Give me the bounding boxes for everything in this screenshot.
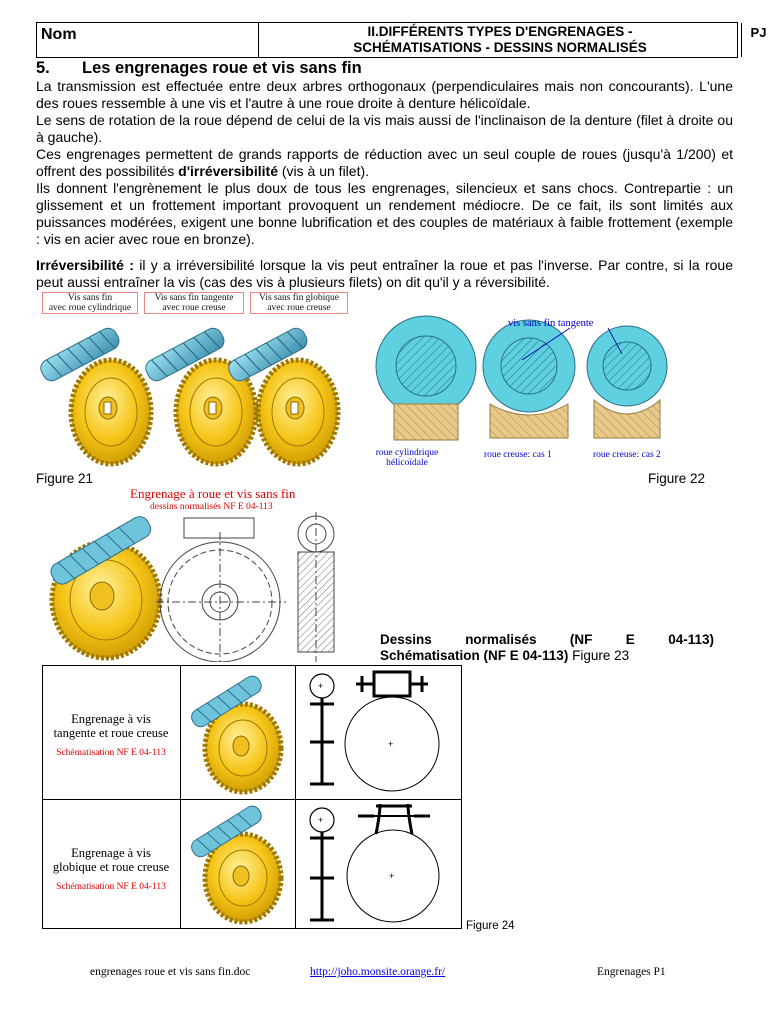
fig21-tag-1: Vis sans fin avec roue cylindrique [42,292,138,314]
section-title: Les engrenages roue et vis sans fin [82,59,362,77]
gear-pair-1 [38,325,151,464]
irreversibility-term: Irréversibilité : [36,257,134,273]
paragraph-3-text: Ces engrenages permettent de grands rapports de réduction avec un seul couple de roues (jusqu'à 1/200) et offrent des possibilités [36,146,733,179]
paragraph-5 [36,257,733,291]
fig24-row2-text [43,846,179,894]
fig24-row1-text [43,712,179,760]
figure-21-illustration [36,290,346,470]
fig24-row1-norm: Schématisation NF E 04-113 [56,748,166,758]
fig21-tag-3: Vis sans fin globique avec roue creuse [250,292,348,314]
fig24-gear-images [181,666,295,930]
fig23-gear-3d [48,513,160,658]
svg-text:+: + [318,815,324,825]
figure-22-illustration [372,312,672,470]
fig23-front-view [156,518,286,662]
schematic-tangent [310,672,439,791]
svg-text:+: + [318,681,324,691]
footer-link-wrap [310,966,445,978]
figure-23-label: Figure 23 [572,648,630,663]
figure-23-caption [380,632,714,664]
pj-field: PJ [750,25,767,40]
fig22-label-1: roue cylindrique hélicoïdale [375,448,439,468]
footer-url-link[interactable]: http://joho.monsite.orange.fr/ [310,966,446,978]
figure-24-label: Figure 24 [466,920,515,932]
gear-pair-2 [143,325,256,464]
section-view-2 [483,320,575,438]
paragraph-3 [36,146,733,180]
fig22-label-2: roue creuse: cas 1 [484,450,552,460]
fig23-caption-line1: Dessins normalisés (NF E 04-113) [380,632,714,647]
figure-22-label: Figure 22 [648,471,706,486]
section-view-3 [587,326,667,438]
svg-text:+: + [389,871,395,881]
fig23-subtitle: dessins normalisés NF E 04-113 [150,502,273,512]
paragraph-5-text: il y a irréversibilité lorsque la vis peut entraîner la roue et pas l'inverse. Par contre, si la roue peut aussi entraîner la vis (cas des vis à plusieurs filets) on dit qu'il y a réversibilité. [36,257,733,290]
footer-filename: engrenages roue et vis sans fin.doc [90,966,251,978]
fig23-title: Engrenage à roue et vis sans fin [130,486,296,501]
svg-text:+: + [388,739,394,749]
section-heading [36,59,362,78]
name-field: Nom [37,23,259,57]
chapter-title [259,23,742,57]
fig22-top-label: vis sans fin tangente [508,318,594,329]
fig24-row2-norm: Schématisation NF E 04-113 [56,882,166,892]
section-number: 5. [36,59,50,77]
figure-24-table [42,665,462,929]
section-view-1 [376,316,476,440]
fig24-gear-row2 [189,803,281,922]
fig23-side-section [298,512,334,662]
paragraph-3-end: (vis à un filet). [277,163,370,179]
paragraph-1: La transmission est effectuée entre deux arbres orthogonaux (perpendiculaires mais non concourants). L'une des roues ressemble à une vis et l'autre à une roue droite à denture hélicoïdale. [36,78,733,111]
fig24-schematics [296,666,462,930]
fig22-label-3: roue creuse: cas 2 [593,450,661,460]
fig23-caption-bold: Schématisation (NF E 04-113) [380,648,569,663]
fig21-tag-2: Vis sans fin tangente avec roue creuse [144,292,244,314]
paragraph-4: Ils donnent l'engrènement le plus doux de tous les engrenages, silencieux et sans chocs. Contrepartie : un glissement et un frottement important provoquent un rendement médiocre. De ce fait, ils sont limités aux puissances modérées, exigent une bonne lubrification et des couples de matériaux à faible frottement (exemple : vis en acier avec roue en bronze). [36,180,733,247]
paragraph-2: Le sens de rotation de la roue dépend de celui de la vis mais aussi de l'inclinaison de la denture (filet à droite ou à gauche). [36,112,733,145]
chapter-title-line1: II.DIFFÉRENTS TYPES D'ENGRENAGES - [367,24,633,39]
figure-23-drawing [36,512,376,662]
header-table [36,22,767,58]
fig24-row2-label: Engrenage à vis globique et roue creuse [52,846,170,874]
fig24-gear-row1 [189,673,281,792]
fig24-row1-label: Engrenage à vis tangente et roue creuse [53,712,169,740]
paragraph-3-bold: d'irréversibilité [178,163,278,179]
chapter-title-line2: SCHÉMATISATIONS - DESSINS NORMALISÉS [353,40,647,55]
footer-page: Engrenages P1 [597,966,666,978]
figure-21-label: Figure 21 [36,471,94,486]
schematic-globic [310,804,439,922]
